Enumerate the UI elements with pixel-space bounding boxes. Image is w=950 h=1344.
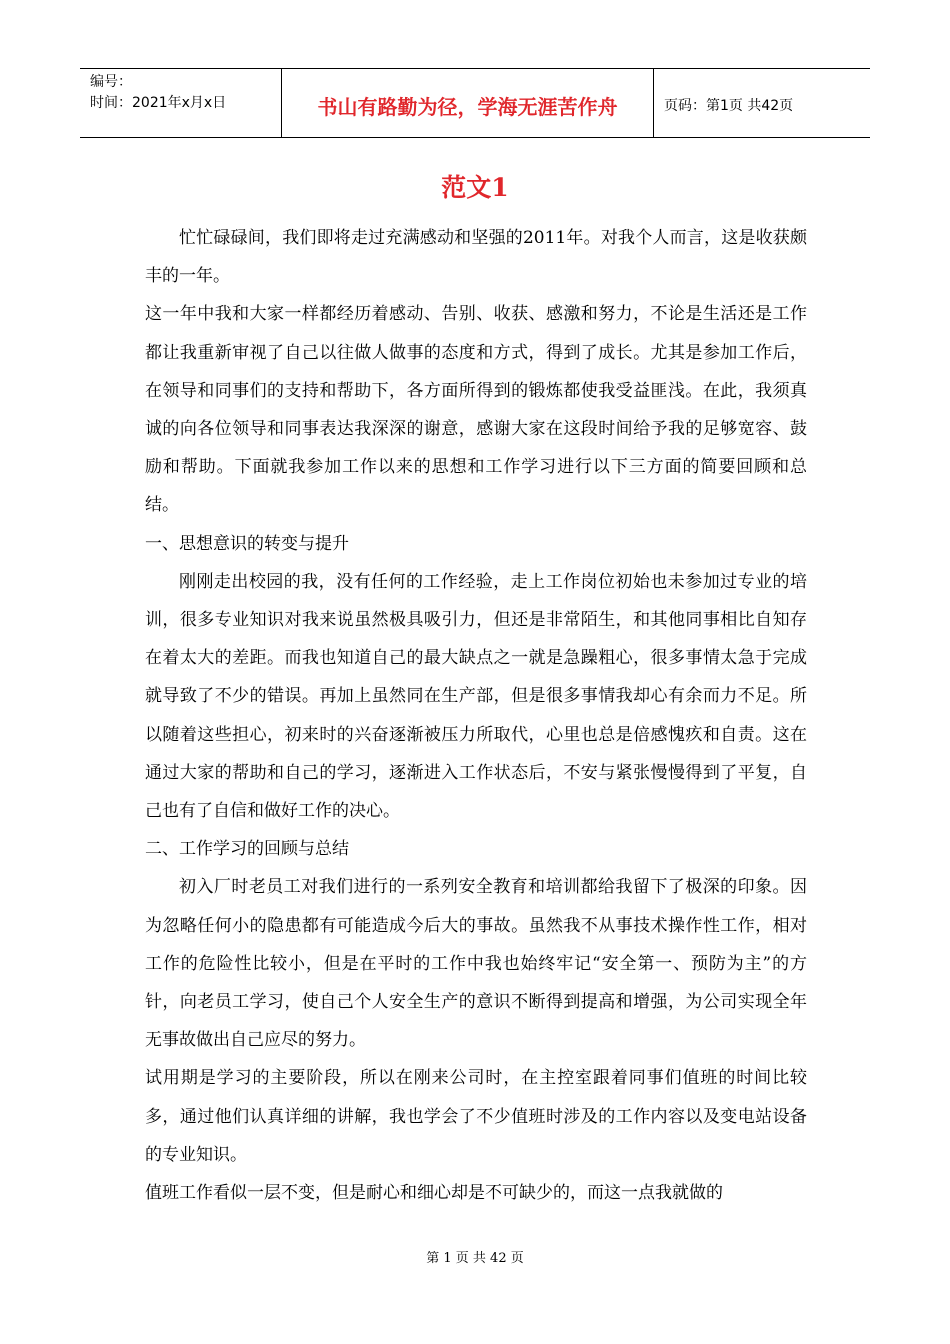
- paragraph: 这一年中我和大家一样都经历着感动、告别、收获、感激和努力，不论是生活还是工作都让我重新审视了自己以往做人做事的态度和方式，得到了成长。尤其是参加工作后，在领导和同事们的支持和帮助下，各方面所得到的锻炼都使我受益匪浅。在此，我须真诚的向各位领导和同事表达我深深的谢意，感谢大家在这段时间给予我的足够宽容、鼓励和帮助。下面就我参加工作以来的思想和工作学习进行以下三方面的简要回顾和总结。: [145, 304, 807, 516]
- section-heading: 一、思想意识的转变与提升: [145, 533, 349, 554]
- document-number: 编号：: [90, 74, 132, 90]
- paragraph: 忙忙碌碌间，我们即将走过充满感动和坚强的2011年。对我个人而言，这是收获颇丰的一年。: [145, 228, 807, 287]
- page-footer: 第 1 页 共 42 页: [426, 1251, 524, 1266]
- header-table: [80, 68, 870, 138]
- header-motto: 书山有路勤为径，学海无涯苦作舟: [282, 69, 654, 137]
- document-body: [145, 219, 807, 1212]
- paragraph: 试用期是学习的主要阶段，所以在刚来公司时，在主控室跟着同事们值班的时间比较多，通过他们认真详细的讲解，我也学会了不少值班时涉及的工作内容以及变电站设备的专业知识。: [145, 1068, 807, 1165]
- section-heading: 二、工作学习的回顾与总结: [145, 839, 349, 860]
- paragraph: 初入厂时老员工对我们进行的一系列安全教育和培训都给我留下了极深的印象。因为忽略任何小的隐患都有可能造成今后大的事故。虽然我不从事技术操作性工作，相对工作的危险性比较小，但是在平时的工作中我也始终牢记“安全第一、预防为主”的方针，向老员工学习，使自己个人安全生产的意识不断得到提高和增强，为公司实现全年无事故做出自己应尽的努力。: [145, 877, 807, 1051]
- header-meta-cell: [80, 69, 282, 137]
- paragraph: 值班工作看似一层不变，但是耐心和细心却是不可缺少的，而这一点我就做的: [145, 1183, 723, 1204]
- document-date: 时间：2021年x月x日: [90, 95, 227, 111]
- paragraph: 刚刚走出校园的我，没有任何的工作经验，走上工作岗位初始也未参加过专业的培训，很多专业知识对我来说虽然极具吸引力，但还是非常陌生，和其他同事相比自知存在着太大的差距。而我也知道自己的最大缺点之一就是急躁粗心，很多事情太急于完成就导致了不少的错误。再加上虽然同在生产部，但是很多事情我却心有余而力不足。所以随着这些担心，初来时的兴奋逐渐被压力所取代，心里也总是倍感愧疚和自责。这在通过大家的帮助和自己的学习，逐渐进入工作状态后，不安与紧张慢慢得到了平复，自己也有了自信和做好工作的决心。: [145, 571, 807, 822]
- document-title: 范文1: [441, 173, 509, 202]
- header-page-info: 页码：第1页 共42页: [664, 98, 794, 114]
